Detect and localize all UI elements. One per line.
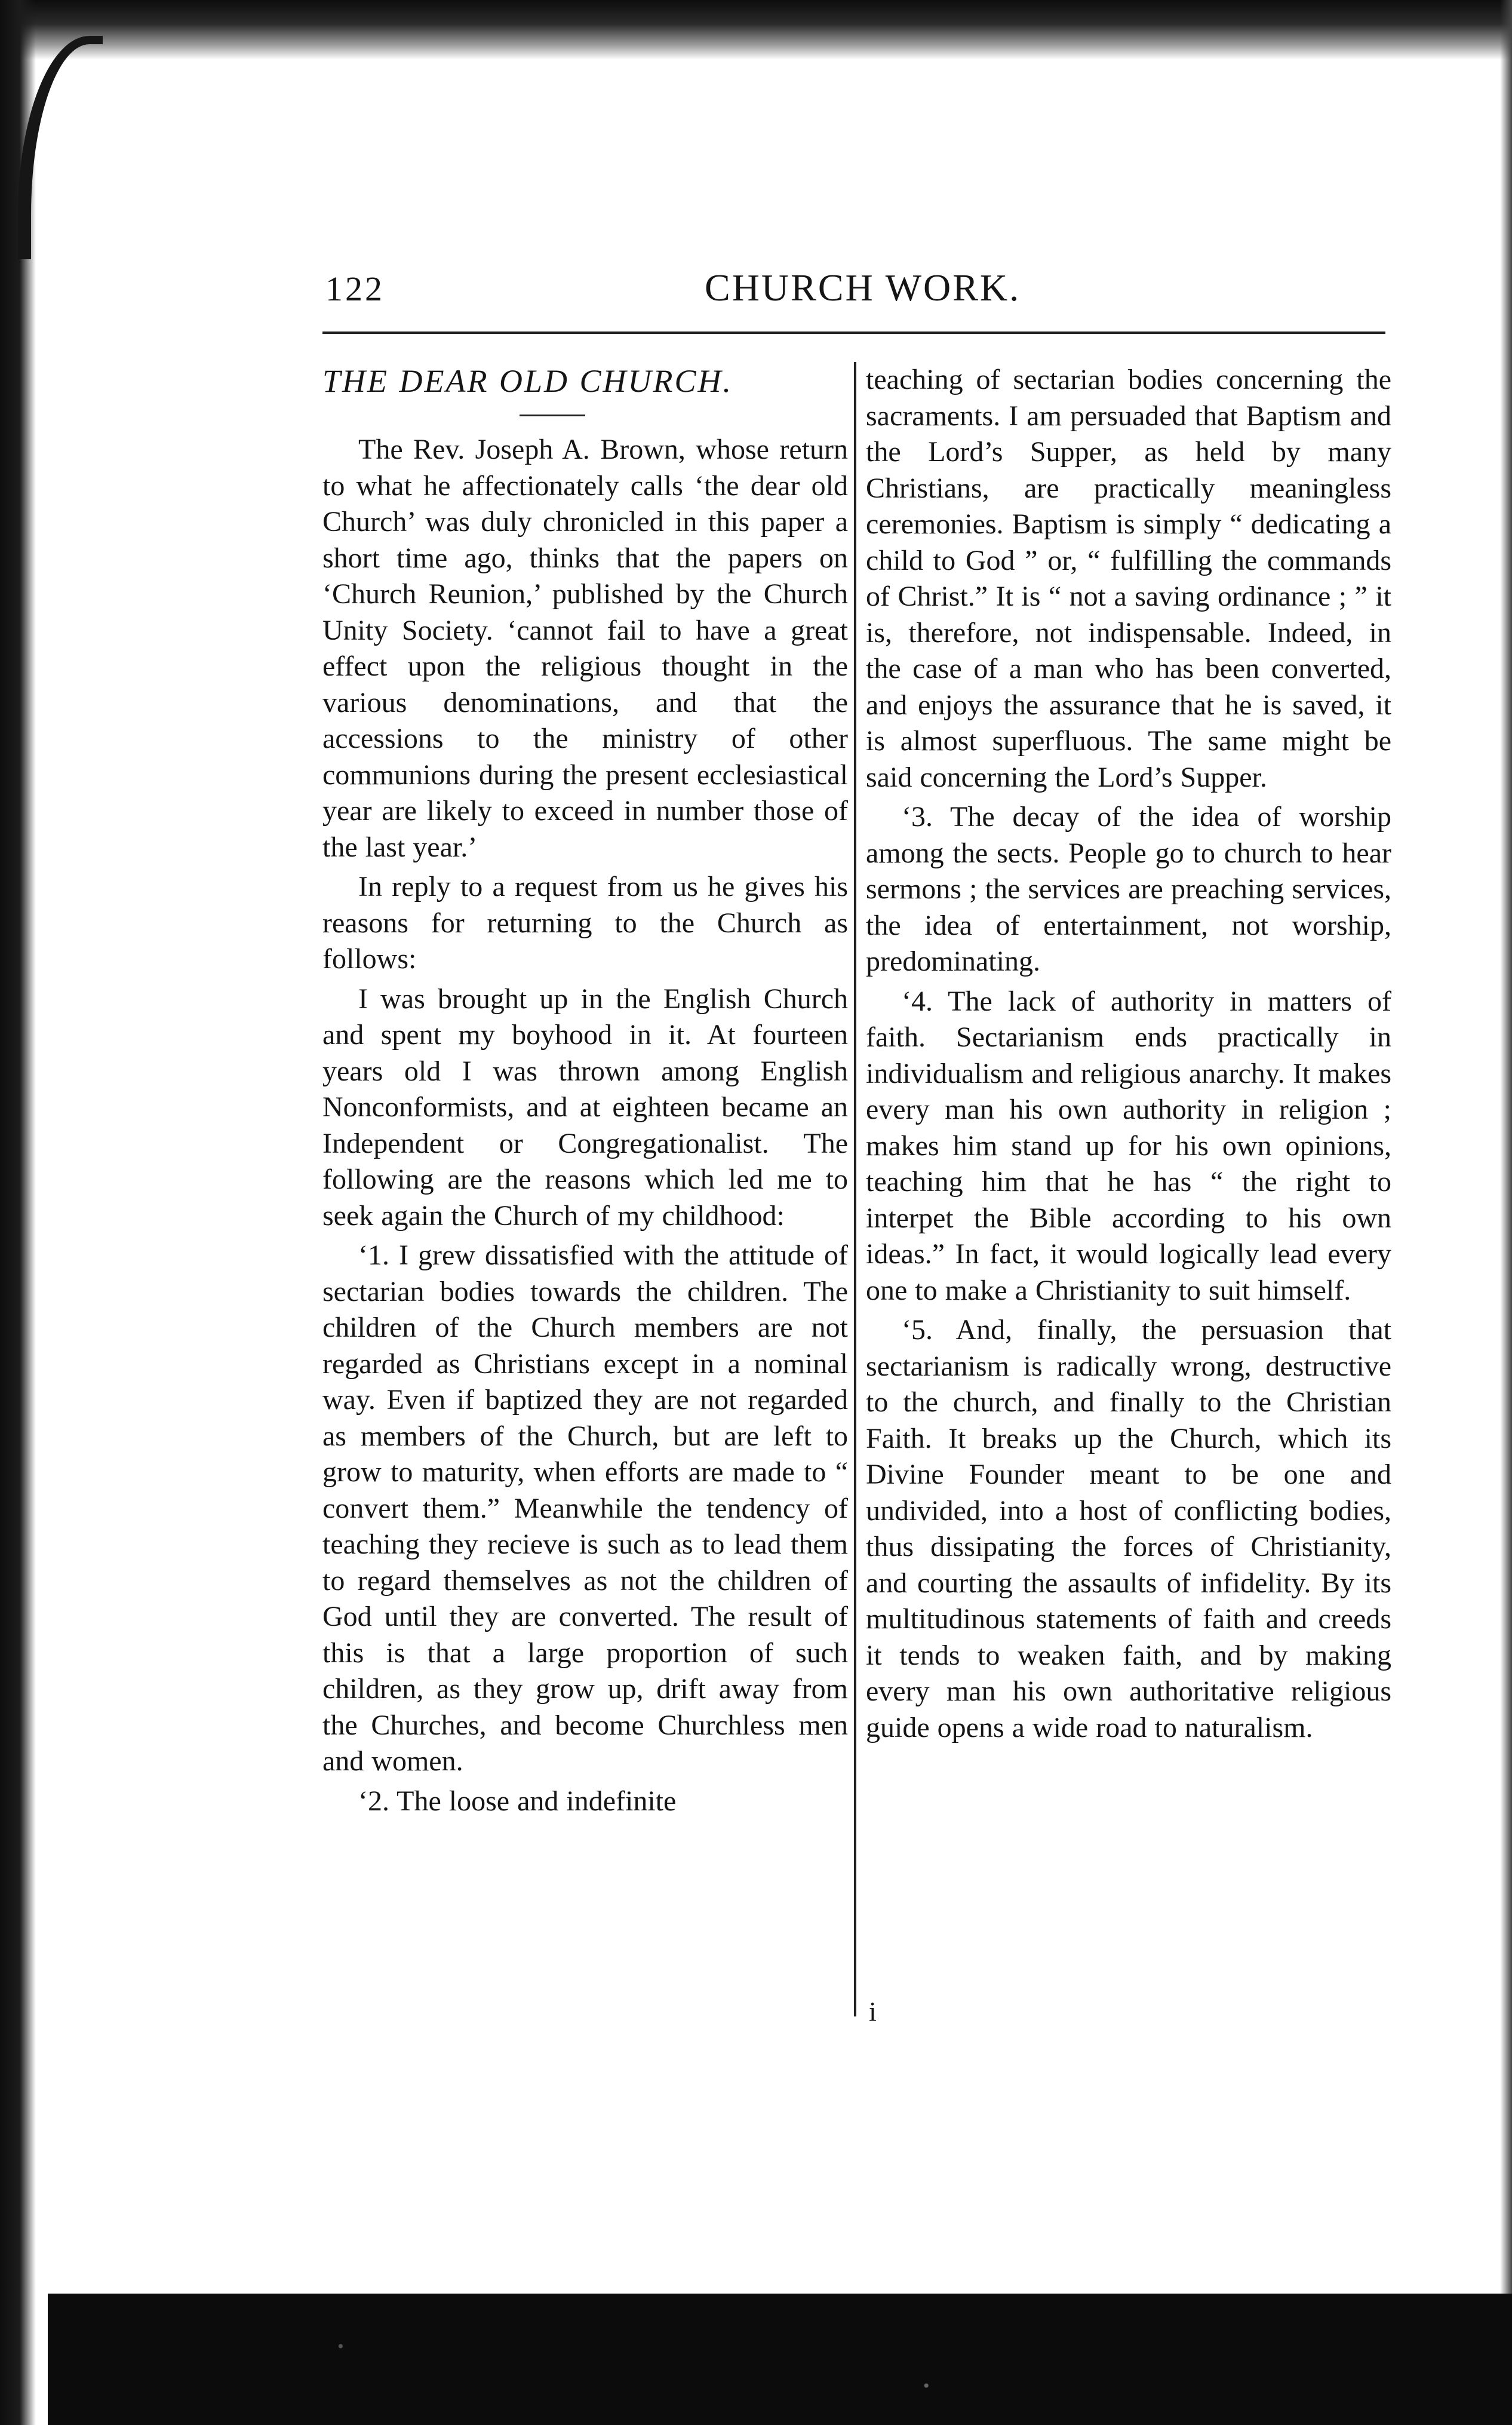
left-column xyxy=(322,362,848,1823)
paragraph: ‘5. And, finally, the persuasion that sectarianism is radically wrong, destructive to the church, and finally to the Christian Faith. It breaks up the Church, which its Divine Founder meant to be one and undivided, into a host of conflicting bodies, thus dissipating the forces of Christianity, and courting the assaults of infidelity. By its multitudinous statements of faith and creeds it tends to weaken faith, and by making every man his own authoritative religious guide opens a wide road to naturalism. xyxy=(866,1314,1391,1743)
paragraph: I was brought up in the English Church and spent my boyhood in it. At fourteen years old I was thrown among English Nonconformists, and at eighteen became an Independent or Congregationalist. The following are the reasons which led me to seek again the Church of my childhood: xyxy=(322,983,848,1232)
paragraph: In reply to a request from us he gives his reasons for returning to the Church as follows: xyxy=(322,871,848,975)
running-head: CHURCH WORK. xyxy=(705,266,1021,309)
paragraph: ‘3. The decay of the idea of worship among the sects. People go to church to hear sermons ; the services are preaching services, the idea of entertainment, not worship, predominating. xyxy=(866,801,1391,977)
scan-edge-left xyxy=(0,0,36,2425)
scan-edge-bottom xyxy=(48,2294,1512,2425)
paragraph: ‘4. The lack of authority in matters of faith. Sectarianism ends practically in individualism and religious anarchy. It makes every man his own authority in religion ; makes him stand up for his own opinions, teaching him that he has “ the right to interpet the Bible according to his own ideas.” In fact, it would logically lead every one to make a Christianity to suit himself. xyxy=(866,985,1391,1306)
footnote-mark: i xyxy=(869,1996,877,2027)
scan-edge-top xyxy=(0,0,1512,60)
scan-edge-right xyxy=(1500,0,1512,2425)
paragraph: The Rev. Joseph A. Brown, whose return to what he affectionately calls ‘the dear old Church’ was duly chronicled in this paper a short time ago, thinks that the papers on ‘Church Reunion,’ published by the Church Unity Society. ‘cannot fail to have a great effect upon the religious thought in the various denominations, and that the accessions to the ministry of other communions during the present ecclesiastical year are likely to exceed in number those of the last year.’ xyxy=(322,434,848,863)
title-rule xyxy=(520,415,585,416)
column-divider xyxy=(854,362,856,2016)
paragraph: teaching of sectarian bodies concerning the sacraments. I am persuaded that Baptism and the Lord’s Supper, as held by many Christians, are practically meaningless ceremonies. Baptism is simply “ dedicating a child to God ” or, “ fulfilling the commands of Christ.” It is “ not a saving ordinance ; ” it is, therefore, not indispensable. Indeed, in the case of a man who has been converted, and enjoys the assurance that he is saved, it is almost superfluous. The same might be said concerning the Lord’s Supper. xyxy=(866,364,1391,793)
paragraph: ‘1. I grew dissatisfied with the attitude of sectarian bodies towards the children. The children of the Church members are not regarded as Christians except in a nominal way. Even if baptized they are not regarded as members of the Church, but are left to grow to maturity, when efforts are made to “ convert them.” Meanwhile the tendency of teaching they recieve is such as to lead them to regard themselves as not the children of God until they are converted. The result of this is that a large proportion of such children, as they grow up, drift away from the Churches, and become Churchless men and women. xyxy=(322,1239,848,1777)
header-rule xyxy=(322,331,1385,334)
paragraph: ‘2. The loose and indefinite xyxy=(358,1785,677,1817)
page-number: 122 xyxy=(325,269,385,308)
article-title: THE DEAR OLD CHURCH. xyxy=(322,363,733,399)
right-column xyxy=(866,362,1391,1749)
